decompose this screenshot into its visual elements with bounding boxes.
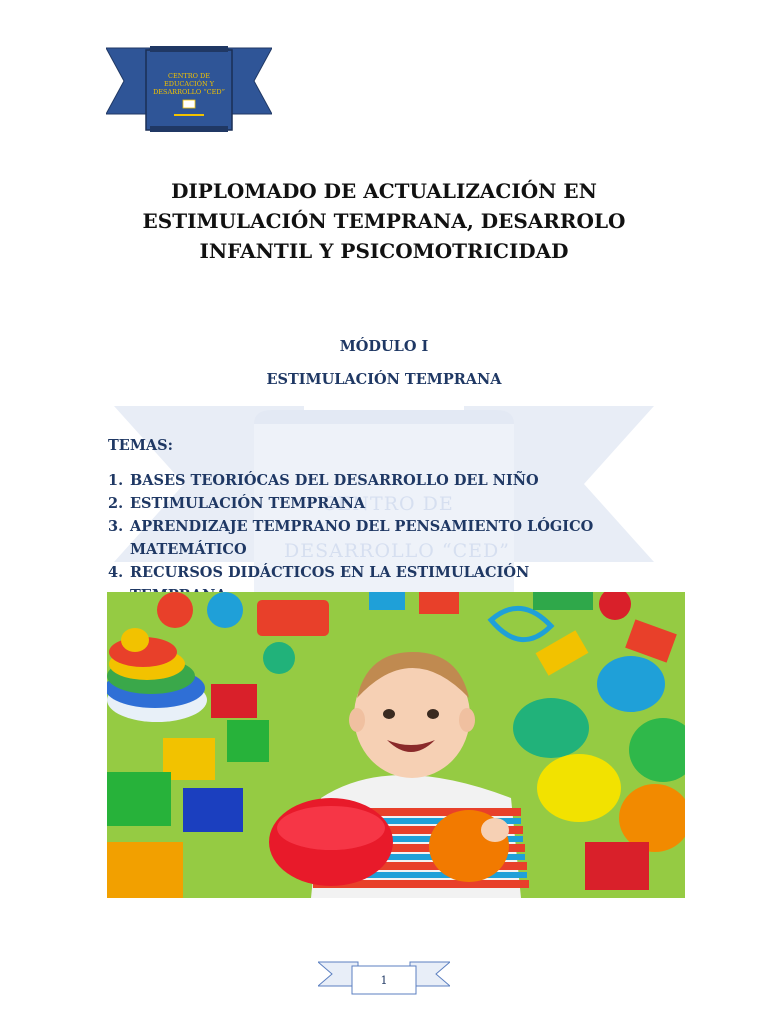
module-number: MÓDULO I: [339, 338, 429, 355]
topic-text: APRENDIZAJE TEMPRANO DEL PENSAMIENTO LÓGICO MATEMÁTICO: [130, 518, 594, 558]
topics-heading: TEMAS:: [108, 437, 173, 454]
topics-list: [108, 469, 628, 607]
topic-text: RECURSOS DIDÁCTICOS EN LA ESTIMULACIÓN: [130, 564, 530, 581]
watermark-text-line-1: CENTRO DE: [322, 493, 454, 515]
topic-number: 2.: [108, 495, 124, 512]
institution-logo: [106, 44, 272, 134]
logo-text-line-2: EDUCACIÓN Y: [163, 80, 215, 88]
topic-item: [108, 469, 628, 492]
logo-text-line-1: CENTRO DE: [168, 72, 210, 80]
topic-text: BASES TEORIÓCAS DEL DESARROLLO DEL NIÑO: [130, 472, 539, 489]
topic-number: 3.: [108, 518, 124, 535]
document-title: DIPLOMADO DE ACTUALIZACIÓN EN ESTIMULACIÓN TEMPRANA, DESARROLO INFANTIL Y PSICOMOTRICIDAD: [142, 179, 626, 263]
topic-number: 4.: [108, 564, 124, 581]
topic-number: 1.: [108, 472, 124, 489]
watermark-text-line-2: DESARROLLO “CED”: [284, 540, 510, 562]
baby-with-toys-photo: [107, 592, 685, 898]
topic-text: ESTIMULACIÓN TEMPRANA: [130, 495, 366, 512]
page-number: 1: [380, 974, 388, 987]
module-name: ESTIMULACIÓN TEMPRANA: [266, 371, 502, 388]
logo-text-line-3: DESARROLLO “CED”: [153, 88, 225, 96]
topic-item: [108, 515, 628, 561]
topic-item: [108, 492, 628, 515]
